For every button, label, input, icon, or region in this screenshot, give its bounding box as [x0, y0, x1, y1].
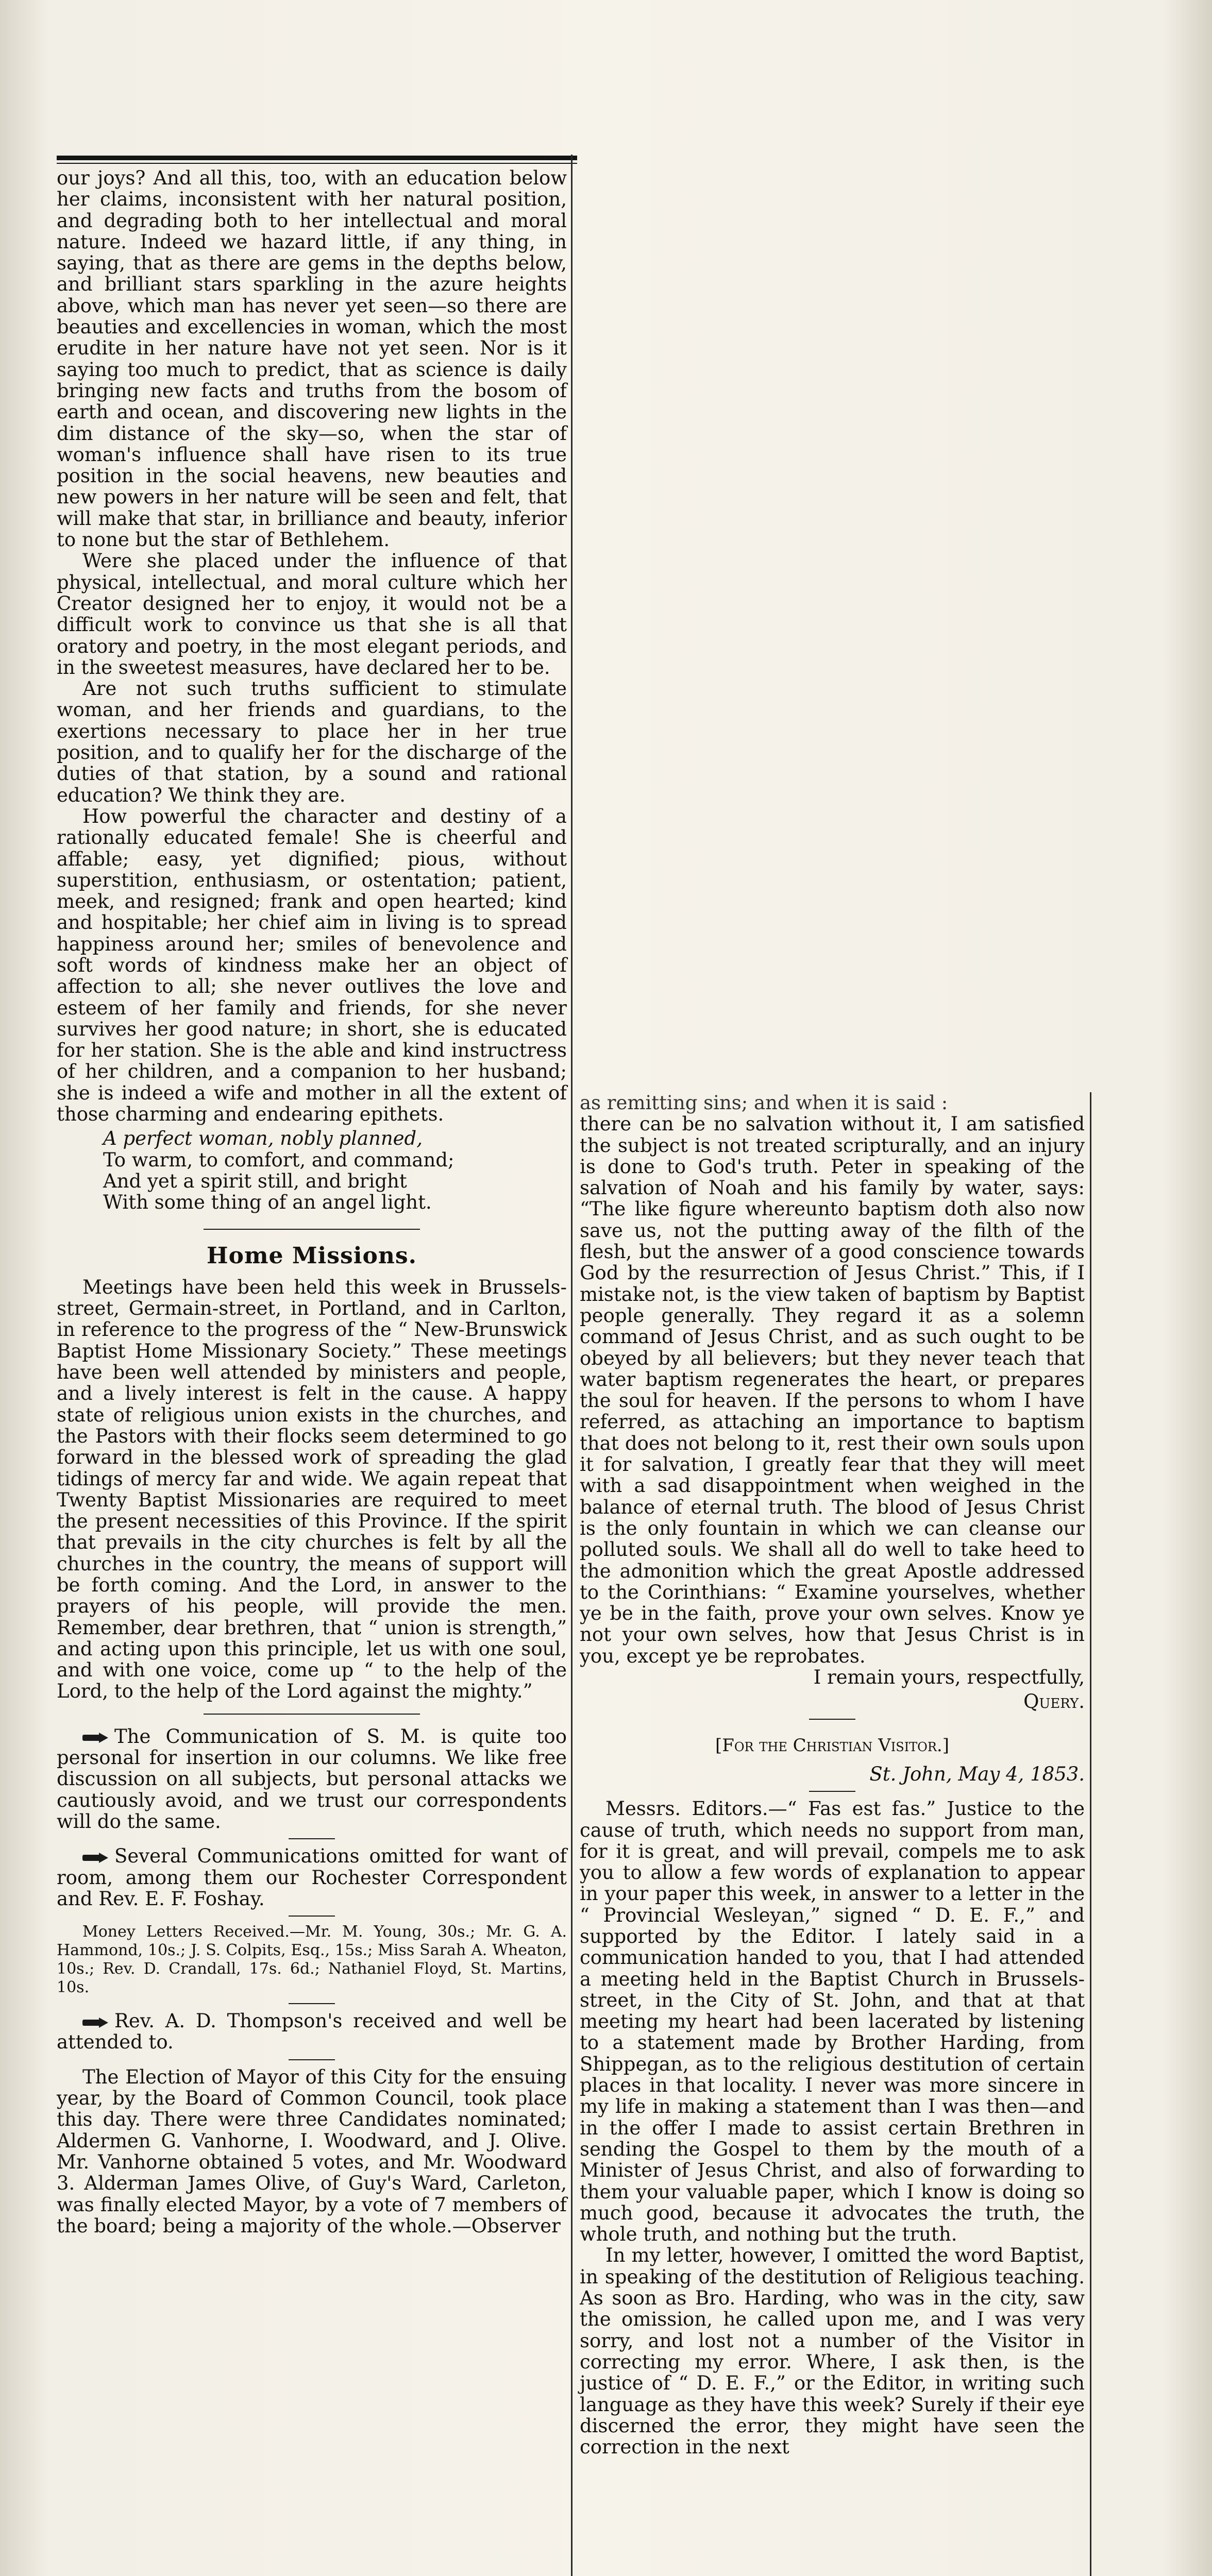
poem [103, 1128, 567, 1213]
notice-omitted: Several Communications omitted for want of room, among them our Rochester Correspondent and Rev. E. F. Foshay. [57, 1845, 567, 1910]
poem-line-4: With some thing of an angel light. [103, 1191, 432, 1214]
article-woman-para-2: Were she placed under the influence of that physical, intellectual, and moral culture which her Creator designed her to enjoy, it would not be a difficult work to convince us that she is all that oratory and poetry, in the most elegant periods, and in the sweetest measures, have declared her to be. [57, 550, 567, 679]
poem-line-3: And yet a spirit still, and bright [103, 1170, 407, 1192]
home-missions-heading: Home Missions. [207, 1242, 417, 1269]
notice-sm: The Communication of S. M. is quite too personal for insertion in our columns. We like free discussion on all subjects, but personal attacks we cautiously avoid, and we trust our correspondents will do the same. [57, 1725, 567, 1833]
short-separator [809, 1719, 855, 1720]
letter-signature: Query. [1023, 1690, 1085, 1713]
editors-letter-para-1: Messrs. Editors.—“ Fas est fas.” Justice to the cause of truth, which needs no support from man, for it is great, and will prevail, compels me to ask you to allow a few words of explanation to appear in your paper this week, in answer to a letter in the “ Provincial Wesleyan,” signed “ D. E. F.,” and supported by the Editor. I lately said in a communication handed to you, that I had attended a meeting held in the Baptist Church in Brussels-street, in the City of St. John, and that at that meeting my heart had been lacerated by listening to a statement made by Brother Harding, from Shippegan, as to the religious destitution of certain places in that locality. I never was more sincere in my life in making a statement than I was then—and in the offer I made to assist certain Brethren in sending the Gospel to them by the mouth of a Minister of Jesus Christ, and also of forwarding to them your valuable paper, which I know is doing so much good, because it advocates the truth, the whole truth, and nothing but the truth. [580, 1798, 1085, 2246]
short-separator [289, 1916, 335, 1917]
top-rule [57, 156, 577, 160]
money-letters: Money Letters Received.—Mr. M. Young, 30s.; Mr. G. A. Hammond, 10s.; J. S. Colpits, Esq., 15s.; Miss Sarah A. Wheaton, 10s.; Rev. D. Crandall, 17s. 6d.; Nathaniel Floyd, St. Martins, 10s. [57, 1923, 567, 1997]
torn-fragment-line: as remitting sins; and when it is said : [580, 1092, 948, 1114]
article-woman-para-4: How powerful the character and destiny of a rationally educated female! She is cheerful and affable; easy, yet dignified; pious, without superstition, enthusiasm, or ostentation; patient, meek, and resigned; frank and open hearted; kind and hospitable; her chief aim in living is to spread happiness around her; smiles of benevolence and soft words of kindness make her an object of affection to all; she never outlives the love and esteem of her family and friends, for she never survives her good nature; in short, she is educated for her station. She is the able and kind instructress of her children, and a companion to her husband; she is indeed a wife and mother in all the extent of those charming and endearing epithets. [57, 805, 567, 1126]
pointing-hand-icon [82, 1731, 109, 1744]
column-divider-right [1090, 1092, 1091, 2576]
poem-line-1: A perfect woman, nobly planned, [103, 1127, 423, 1150]
poem-line-2: To warm, to comfort, and command; [103, 1148, 454, 1171]
short-separator [289, 2059, 335, 2060]
section-separator [204, 1714, 420, 1715]
column-right [580, 1092, 1085, 2458]
editors-letter-para-2: In my letter, however, I omitted the word Baptist, in speaking of the destitution of Religious teaching. As soon as Bro. Harding, who was in the city, saw the omission, he called upon me, and I was very sorry, and lost not a number of the Visitor in correcting my error. Where, I ask then, is the justice of “ D. E. F.,” or the Editor, in writing such language as they have this week? Surely if their eye discerned the error, they might have seen the correction in the next [580, 2244, 1085, 2459]
article-woman-para-3: Are not such truths sufficient to stimulate woman, and her friends and guardians, to the exertions necessary to place her in her true position, and to qualify her for the discharge of the duties of that station, by a sound and rational education? We think they are. [57, 677, 567, 806]
short-separator [809, 1791, 855, 1792]
short-separator [289, 2003, 335, 2004]
pointing-hand-icon [82, 2016, 109, 2029]
top-rule-thin [57, 163, 577, 164]
column-left [57, 167, 567, 2236]
section-header: [For the Christian Visitor.] [715, 1735, 950, 1756]
query-letter-body: there can be no salvation without it, I am satisfied the subject is not treated scripturally, and an injury is done to God's truth. Peter in speaking of the salvation of Noah and his family by water, says: “The like figure whereunto baptism doth also now save us, not the putting away of the filth of the flesh, but the answer of a good conscience towards God by the resurrection of Jesus Christ.” This, if I mistake not, is the view taken of baptism by Baptist people generally. They regard it as a solemn command of Jesus Christ, and as such ought to be obeyed by all believers; but they never teach that water baptism regenerates the heart, or prepares the soul for heaven. If the persons to whom I have referred, as attaching an importance to baptism that does not belong to it, rest their own souls upon it for salvation, I greatly fear that they will meet with a sad disappointment when weighed in the balance of eternal truth. The blood of Jesus Christ is the only fountain in which we can cleanse our polluted souls. We shall all do well to take heed to the admonition which the great Apostle addressed to the Corinthians: “ Examine yourselves, whether ye be in the faith, prove your own selves. Know ye not your own selves, how that Jesus Christ is in you, except ye be reprobates. [580, 1113, 1085, 1667]
article-woman-para-1: our joys? And all this, too, with an education below her claims, inconsistent with her natural position, and degrading both to her intellectual and moral nature. Indeed we hazard little, if any thing, in saying, that as there are gems in the depths below, and brilliant stars sparkling in the azure heights above, which man has never yet seen—so there are beauties and excellencies in woman, which the most erudite in her nature have not yet seen. Nor is it saying too much to predict, that as science is daily bringing new facts and truths from the bosom of earth and ocean, and discovering new lights in the dim distance of the sky—so, when the star of woman's influence shall have risen to its true position in the social heavens, new beauties and new powers in her nature will be seen and felt, that will make that star, in brilliance and beauty, inferior to none but the star of Bethlehem. [57, 167, 567, 551]
letter-closing: I remain yours, respectfully, [813, 1666, 1085, 1689]
mayor-election: The Election of Mayor of this City for the ensuing year, by the Board of Common Council, took place this day. There were three Candidates nominated; Aldermen G. Vanhorne, I. Woodward, and J. Olive. Mr. Vanhorne obtained 5 votes, and Mr. Woodward 3. Alderman James Olive, of Guy's Ward, Carleton, was finally elected Mayor, by a vote of 7 members of the board; being a majority of the whole.—Observer [57, 2065, 567, 2237]
dateline: St. John, May 4, 1853. [869, 1762, 1085, 1785]
short-separator [289, 1838, 335, 1839]
home-missions-text: Meetings have been held this week in Brussels-street, Germain-street, in Portland, and in Carlton, in reference to the progress of the “ New-Brunswick Baptist Home Missionary Society.” These meetings have been well attended by ministers and people, and a lively interest is felt in the cause. A happy state of religious union exists in the churches, and the Pastors with their flocks seem determined to go forward in the blessed work of spreading the glad tidings of mercy far and wide. We again repeat that Twenty Baptist Missionaries are required to meet the present necessities of this Province. If the spirit that prevails in the city churches is felt by all the churches in the country, the means of support will be forth coming. And the Lord, in answer to the prayers of his people, will provide the men. Remember, dear brethren, that “ union is strength,” and acting upon this principle, let us with one soul, and with one voice, come up “ to the help of the Lord, to the help of the Lord against the mighty.” [57, 1276, 567, 1703]
section-separator [204, 1229, 420, 1230]
notice-thompson: Rev. A. D. Thompson's received and well be attended to. [57, 2010, 567, 2054]
column-divider-left [571, 155, 573, 2576]
pointing-hand-icon [82, 1851, 109, 1865]
